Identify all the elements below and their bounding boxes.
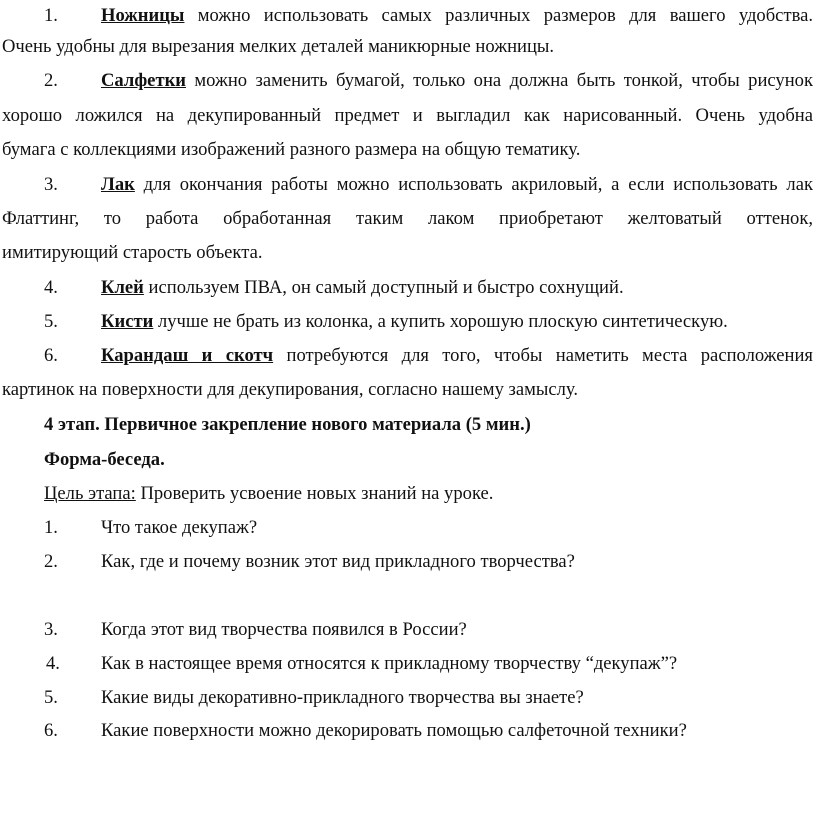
list-number: 5.: [44, 311, 58, 332]
paragraph-line: Флаттинг, то работа обработанная таким лаком приобретают желтоватый оттенок,: [2, 208, 813, 229]
list-item-text: [101, 168, 813, 202]
list-item-description: используем ПВА, он самый доступный и быстро сохнущий.: [148, 277, 624, 298]
paragraph-line: картинок на поверхности для декупирования, согласно нашему замыслу.: [2, 379, 578, 400]
question-text: Какие поверхности можно декорировать помощью салфеточной техники?: [101, 720, 687, 741]
list-item-text: [101, 339, 813, 373]
list-item-text: [101, 0, 813, 33]
paragraph-line: бумага с коллекциями изображений разного размера на общую тематику.: [2, 139, 581, 160]
list-item-description: для окончания работы можно использовать акриловый, а если использовать лак: [143, 174, 813, 195]
list-item-term: Карандаш и скотч: [101, 345, 274, 366]
list-number: 1.: [44, 5, 58, 26]
list-item-description: потребуются для того, чтобы наметить места расположения: [286, 345, 813, 366]
question-number: 2.: [44, 551, 58, 572]
paragraph-line: Очень удобны для вырезания мелких деталей маникюрные ножницы.: [2, 36, 555, 57]
list-item-text: [101, 271, 624, 305]
question-number: 4.: [46, 653, 60, 674]
form-label: Форма-беседа.: [44, 449, 165, 470]
goal-line: [44, 477, 493, 511]
list-number: 4.: [44, 277, 58, 298]
list-item-text: [101, 305, 728, 339]
list-item-term: Кисти: [101, 311, 154, 332]
paragraph-line: хорошо ложился на декупированный предмет и выгладил как нарисованный. Очень удобна: [2, 105, 813, 126]
question-number: 1.: [44, 517, 58, 538]
list-item-description: лучше не брать из колонка, а купить хорошую плоскую синтетическую.: [157, 311, 728, 332]
goal-label: Цель этапа:: [44, 483, 136, 504]
question-text: Какие виды декоративно-прикладного творчества вы знаете?: [101, 687, 584, 708]
list-item-term: Ножницы: [101, 5, 185, 26]
question-text: Что такое декупаж?: [101, 517, 258, 538]
list-item-term: Салфетки: [101, 70, 186, 91]
list-item-term: Лак: [101, 174, 135, 195]
list-item-description: можно использовать самых различных размеров для вашего удобства.: [197, 5, 813, 26]
list-number: 3.: [44, 174, 58, 195]
list-item-term: Клей: [101, 277, 144, 298]
list-number: 2.: [44, 70, 58, 91]
list-item-description: можно заменить бумагой, только она должна быть тонкой, чтобы рисунок: [194, 70, 813, 91]
question-number: 3.: [44, 619, 58, 640]
list-number: 6.: [44, 345, 58, 366]
goal-text: Проверить усвоение новых знаний на уроке.: [135, 483, 494, 504]
list-item-text: [101, 64, 813, 98]
question-number: 6.: [44, 720, 58, 741]
question-text: Как в настоящее время относятся к прикладному творчеству “декупаж”?: [101, 653, 678, 674]
paragraph-line: имитирующий старость объекта.: [2, 242, 263, 263]
question-text: Когда этот вид творчества появился в России?: [101, 619, 467, 640]
question-number: 5.: [44, 687, 58, 708]
question-text: Как, где и почему возник этот вид прикладного творчества?: [101, 551, 575, 572]
section-heading: 4 этап. Первичное закрепление нового материала (5 мин.): [44, 414, 531, 435]
